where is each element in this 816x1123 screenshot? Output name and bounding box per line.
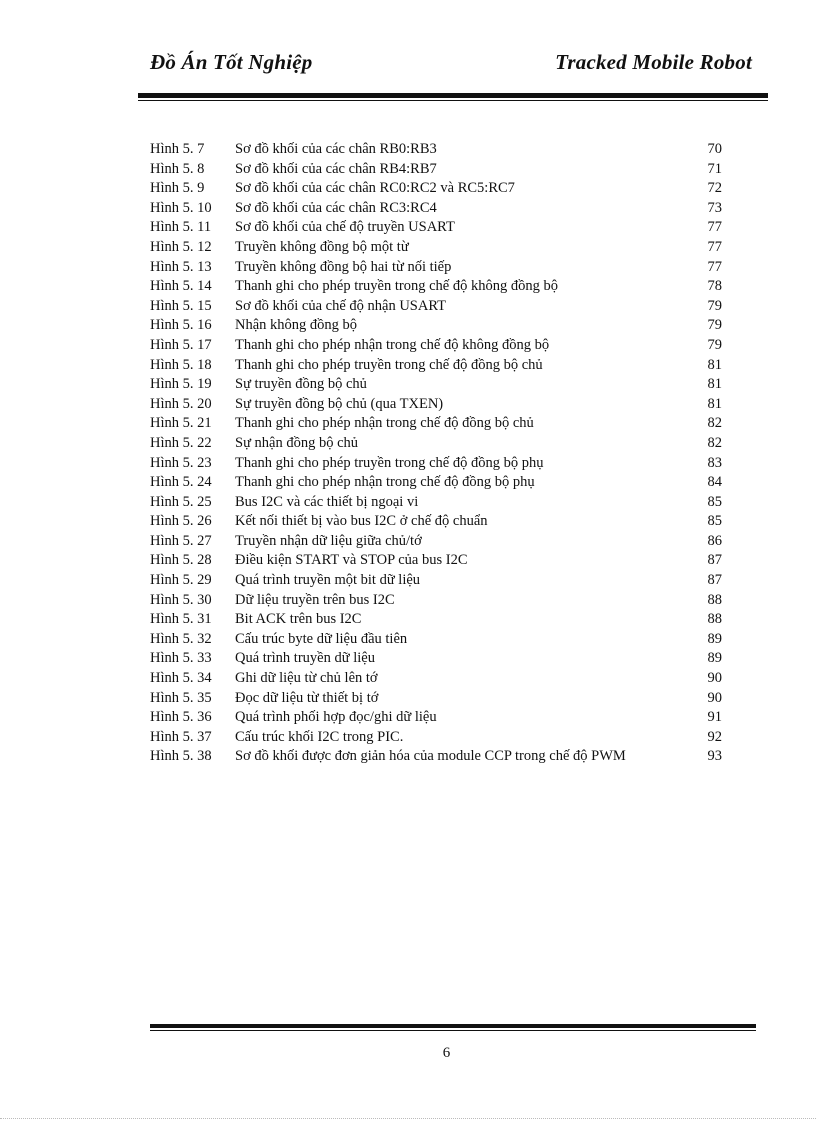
figure-title: Thanh ghi cho phép nhận trong chế độ đồng bộ phụ — [235, 474, 535, 491]
figure-page-number: 83 — [707, 454, 722, 471]
figure-number: Hình 5. 21 — [150, 415, 212, 432]
figure-page-number: 79 — [707, 317, 722, 334]
figure-number: Hình 5. 8 — [150, 160, 205, 177]
figure-title: Dữ liệu truyền trên bus I2C — [235, 591, 395, 608]
figure-list-entry — [150, 551, 722, 571]
figure-number: Hình 5. 18 — [150, 356, 212, 373]
figure-number: Hình 5. 25 — [150, 493, 212, 510]
figure-title: Truyền không đồng bộ một từ — [235, 238, 409, 255]
figure-page-number: 72 — [707, 180, 722, 197]
figure-title: Thanh ghi cho phép truyền trong chế độ không đồng bộ — [235, 278, 558, 295]
figure-title: Sơ đồ khối của các chân RB0:RB3 — [235, 141, 437, 157]
figure-title: Cấu trúc byte dữ liệu đầu tiên — [235, 630, 408, 647]
figure-list-entry — [150, 199, 722, 219]
header-project-title: Tracked Mobile Robot — [555, 50, 752, 74]
header-document-title: Đồ Án Tốt Nghiệp — [150, 50, 313, 74]
figure-title: Truyền không đồng bộ hai từ nối tiếp — [235, 258, 452, 275]
figure-title: Nhận không đồng bộ — [235, 317, 358, 334]
figure-number: Hình 5. 22 — [150, 434, 212, 451]
figure-page-number: 88 — [707, 591, 722, 608]
figure-number: Hình 5. 35 — [150, 689, 212, 706]
figure-number: Hình 5. 10 — [150, 199, 212, 216]
figure-number: Hình 5. 31 — [150, 611, 212, 628]
figure-list-entry — [150, 395, 722, 415]
figure-page-number: 81 — [707, 376, 722, 393]
figure-number: Hình 5. 26 — [150, 513, 212, 530]
figure-list-entry — [150, 336, 722, 356]
figure-number: Hình 5. 29 — [150, 572, 212, 589]
figure-title: Kết nối thiết bị vào bus I2C ở chế độ chuẩn — [235, 513, 488, 530]
header-rule-thin — [138, 100, 768, 101]
footer-rule-thin — [150, 1030, 756, 1031]
figure-page-number: 85 — [707, 513, 722, 530]
figure-page-number: 77 — [707, 258, 722, 275]
figure-page-number: 70 — [707, 141, 722, 157]
figure-number: Hình 5. 15 — [150, 297, 212, 314]
figure-list-entry — [150, 571, 722, 591]
figure-number: Hình 5. 23 — [150, 454, 212, 471]
figure-list-entry — [150, 258, 722, 278]
figure-page-number: 82 — [707, 434, 722, 451]
figure-list-entry — [150, 414, 722, 434]
figure-page-number: 93 — [707, 748, 722, 765]
figure-number: Hình 5. 9 — [150, 180, 205, 197]
page-bottom-edge — [0, 1118, 816, 1119]
figure-title: Sự truyền đồng bộ chủ (qua TXEN) — [235, 395, 444, 412]
figure-list-entry — [150, 356, 722, 376]
figure-page-number: 77 — [707, 238, 722, 255]
figure-number: Hình 5. 19 — [150, 376, 212, 393]
figure-title: Thanh ghi cho phép truyền trong chế độ đồng bộ phụ — [235, 454, 544, 471]
figure-title: Điều kiện START và STOP của bus I2C — [235, 552, 468, 569]
figure-list-entry — [150, 649, 722, 669]
figure-page-number: 79 — [707, 297, 722, 314]
figure-list-entry — [150, 297, 722, 317]
figure-page-number: 79 — [707, 336, 722, 353]
figure-title: Cấu trúc khối I2C trong PIC. — [235, 728, 404, 745]
figure-number: Hình 5. 30 — [150, 591, 212, 608]
figure-page-number: 88 — [707, 611, 722, 628]
figure-page-number: 91 — [707, 709, 722, 726]
figure-title: Quá trình truyền một bit dữ liệu — [235, 572, 421, 589]
figure-page-number: 73 — [707, 199, 722, 216]
figure-page-number: 78 — [707, 278, 722, 295]
figure-page-number: 85 — [707, 493, 722, 510]
figure-list-entry — [150, 493, 722, 513]
figure-page-number: 71 — [707, 160, 722, 177]
figure-title: Truyền nhận dữ liệu giữa chủ/tớ — [235, 532, 422, 549]
figure-number: Hình 5. 38 — [150, 748, 212, 765]
figure-page-number: 86 — [707, 532, 722, 549]
figure-title: Thanh ghi cho phép nhận trong chế độ không đồng bộ — [235, 336, 550, 353]
figure-list-entry — [150, 160, 722, 180]
figure-number: Hình 5. 37 — [150, 728, 212, 745]
figure-list — [150, 140, 722, 767]
figure-list-entry — [150, 316, 722, 336]
figure-number: Hình 5. 24 — [150, 474, 212, 491]
figure-page-number: 81 — [707, 395, 722, 412]
figure-list-entry — [150, 689, 722, 709]
figure-number: Hình 5. 7 — [150, 141, 205, 157]
figure-title: Bus I2C và các thiết bị ngoại vi — [235, 493, 419, 510]
figure-title: Sơ đồ khối của chế độ truyền USART — [235, 219, 455, 236]
figure-number: Hình 5. 17 — [150, 336, 212, 353]
page-number: 6 — [442, 1045, 451, 1061]
figure-list-entry — [150, 473, 722, 493]
figure-title: Sơ đồ khối của các chân RB4:RB7 — [235, 160, 437, 177]
figure-title: Sơ đồ khối của các chân RC3:RC4 — [235, 199, 437, 216]
figure-list-entry — [150, 434, 722, 454]
figure-page-number: 77 — [707, 219, 722, 236]
figure-list-entry — [150, 708, 722, 728]
figure-list-entry — [150, 238, 722, 258]
figure-list-entry — [150, 277, 722, 297]
figure-title: Sơ đồ khối của các chân RC0:RC2 và RC5:RC7 — [235, 180, 515, 197]
header-rule — [138, 93, 768, 98]
footer-rule — [150, 1024, 756, 1028]
figure-page-number: 82 — [707, 415, 722, 432]
figure-page-number: 89 — [707, 650, 722, 667]
figure-page-number: 87 — [707, 552, 722, 569]
figure-page-number: 90 — [707, 689, 722, 706]
figure-list-entry — [150, 591, 722, 611]
figure-list-entry — [150, 669, 722, 689]
figure-number: Hình 5. 12 — [150, 238, 212, 255]
figure-title: Quá trình phối hợp đọc/ghi dữ liệu — [235, 709, 437, 726]
figure-title: Sự nhận đồng bộ chủ — [235, 434, 359, 451]
figure-title: Bit ACK trên bus I2C — [235, 611, 362, 628]
figure-list-entry — [150, 375, 722, 395]
figure-list-entry — [150, 140, 722, 160]
figure-number: Hình 5. 28 — [150, 552, 212, 569]
figure-title: Sơ đồ khối của chế độ nhận USART — [235, 297, 446, 314]
figure-list-entry — [150, 218, 722, 238]
figure-title: Quá trình truyền dữ liệu — [235, 650, 375, 667]
figure-list-entry — [150, 610, 722, 630]
figure-list-entry — [150, 747, 722, 767]
figure-list-entry — [150, 532, 722, 552]
figure-title: Ghi dữ liệu từ chủ lên tớ — [235, 670, 378, 687]
figure-number: Hình 5. 36 — [150, 709, 212, 726]
figure-title: Thanh ghi cho phép truyền trong chế độ đồng bộ chủ — [235, 356, 543, 373]
figure-list-entry — [150, 728, 722, 748]
figure-number: Hình 5. 11 — [150, 219, 212, 236]
figure-number: Hình 5. 34 — [150, 670, 212, 687]
figure-title: Sự truyền đồng bộ chủ — [235, 376, 367, 393]
figure-number: Hình 5. 13 — [150, 258, 212, 275]
figure-number: Hình 5. 27 — [150, 532, 212, 549]
figure-page-number: 87 — [707, 572, 722, 589]
figure-title: Thanh ghi cho phép nhận trong chế độ đồng bộ chủ — [235, 415, 534, 432]
figure-number: Hình 5. 20 — [150, 395, 212, 412]
figure-list-entry — [150, 512, 722, 532]
figure-number: Hình 5. 32 — [150, 630, 212, 647]
figure-title: Đọc dữ liệu từ thiết bị tớ — [235, 689, 379, 706]
figure-page-number: 81 — [707, 356, 722, 373]
figure-page-number: 90 — [707, 670, 722, 687]
figure-number: Hình 5. 14 — [150, 278, 212, 295]
figure-list-entry — [150, 454, 722, 474]
figure-number: Hình 5. 33 — [150, 650, 212, 667]
figure-number: Hình 5. 16 — [150, 317, 212, 334]
figure-page-number: 84 — [707, 474, 722, 491]
figure-title: Sơ đồ khối được đơn giản hóa của module CCP trong chế độ PWM — [235, 748, 626, 765]
figure-list-entry — [150, 179, 722, 199]
figure-page-number: 92 — [707, 728, 722, 745]
figure-list-entry — [150, 630, 722, 650]
figure-page-number: 89 — [707, 630, 722, 647]
